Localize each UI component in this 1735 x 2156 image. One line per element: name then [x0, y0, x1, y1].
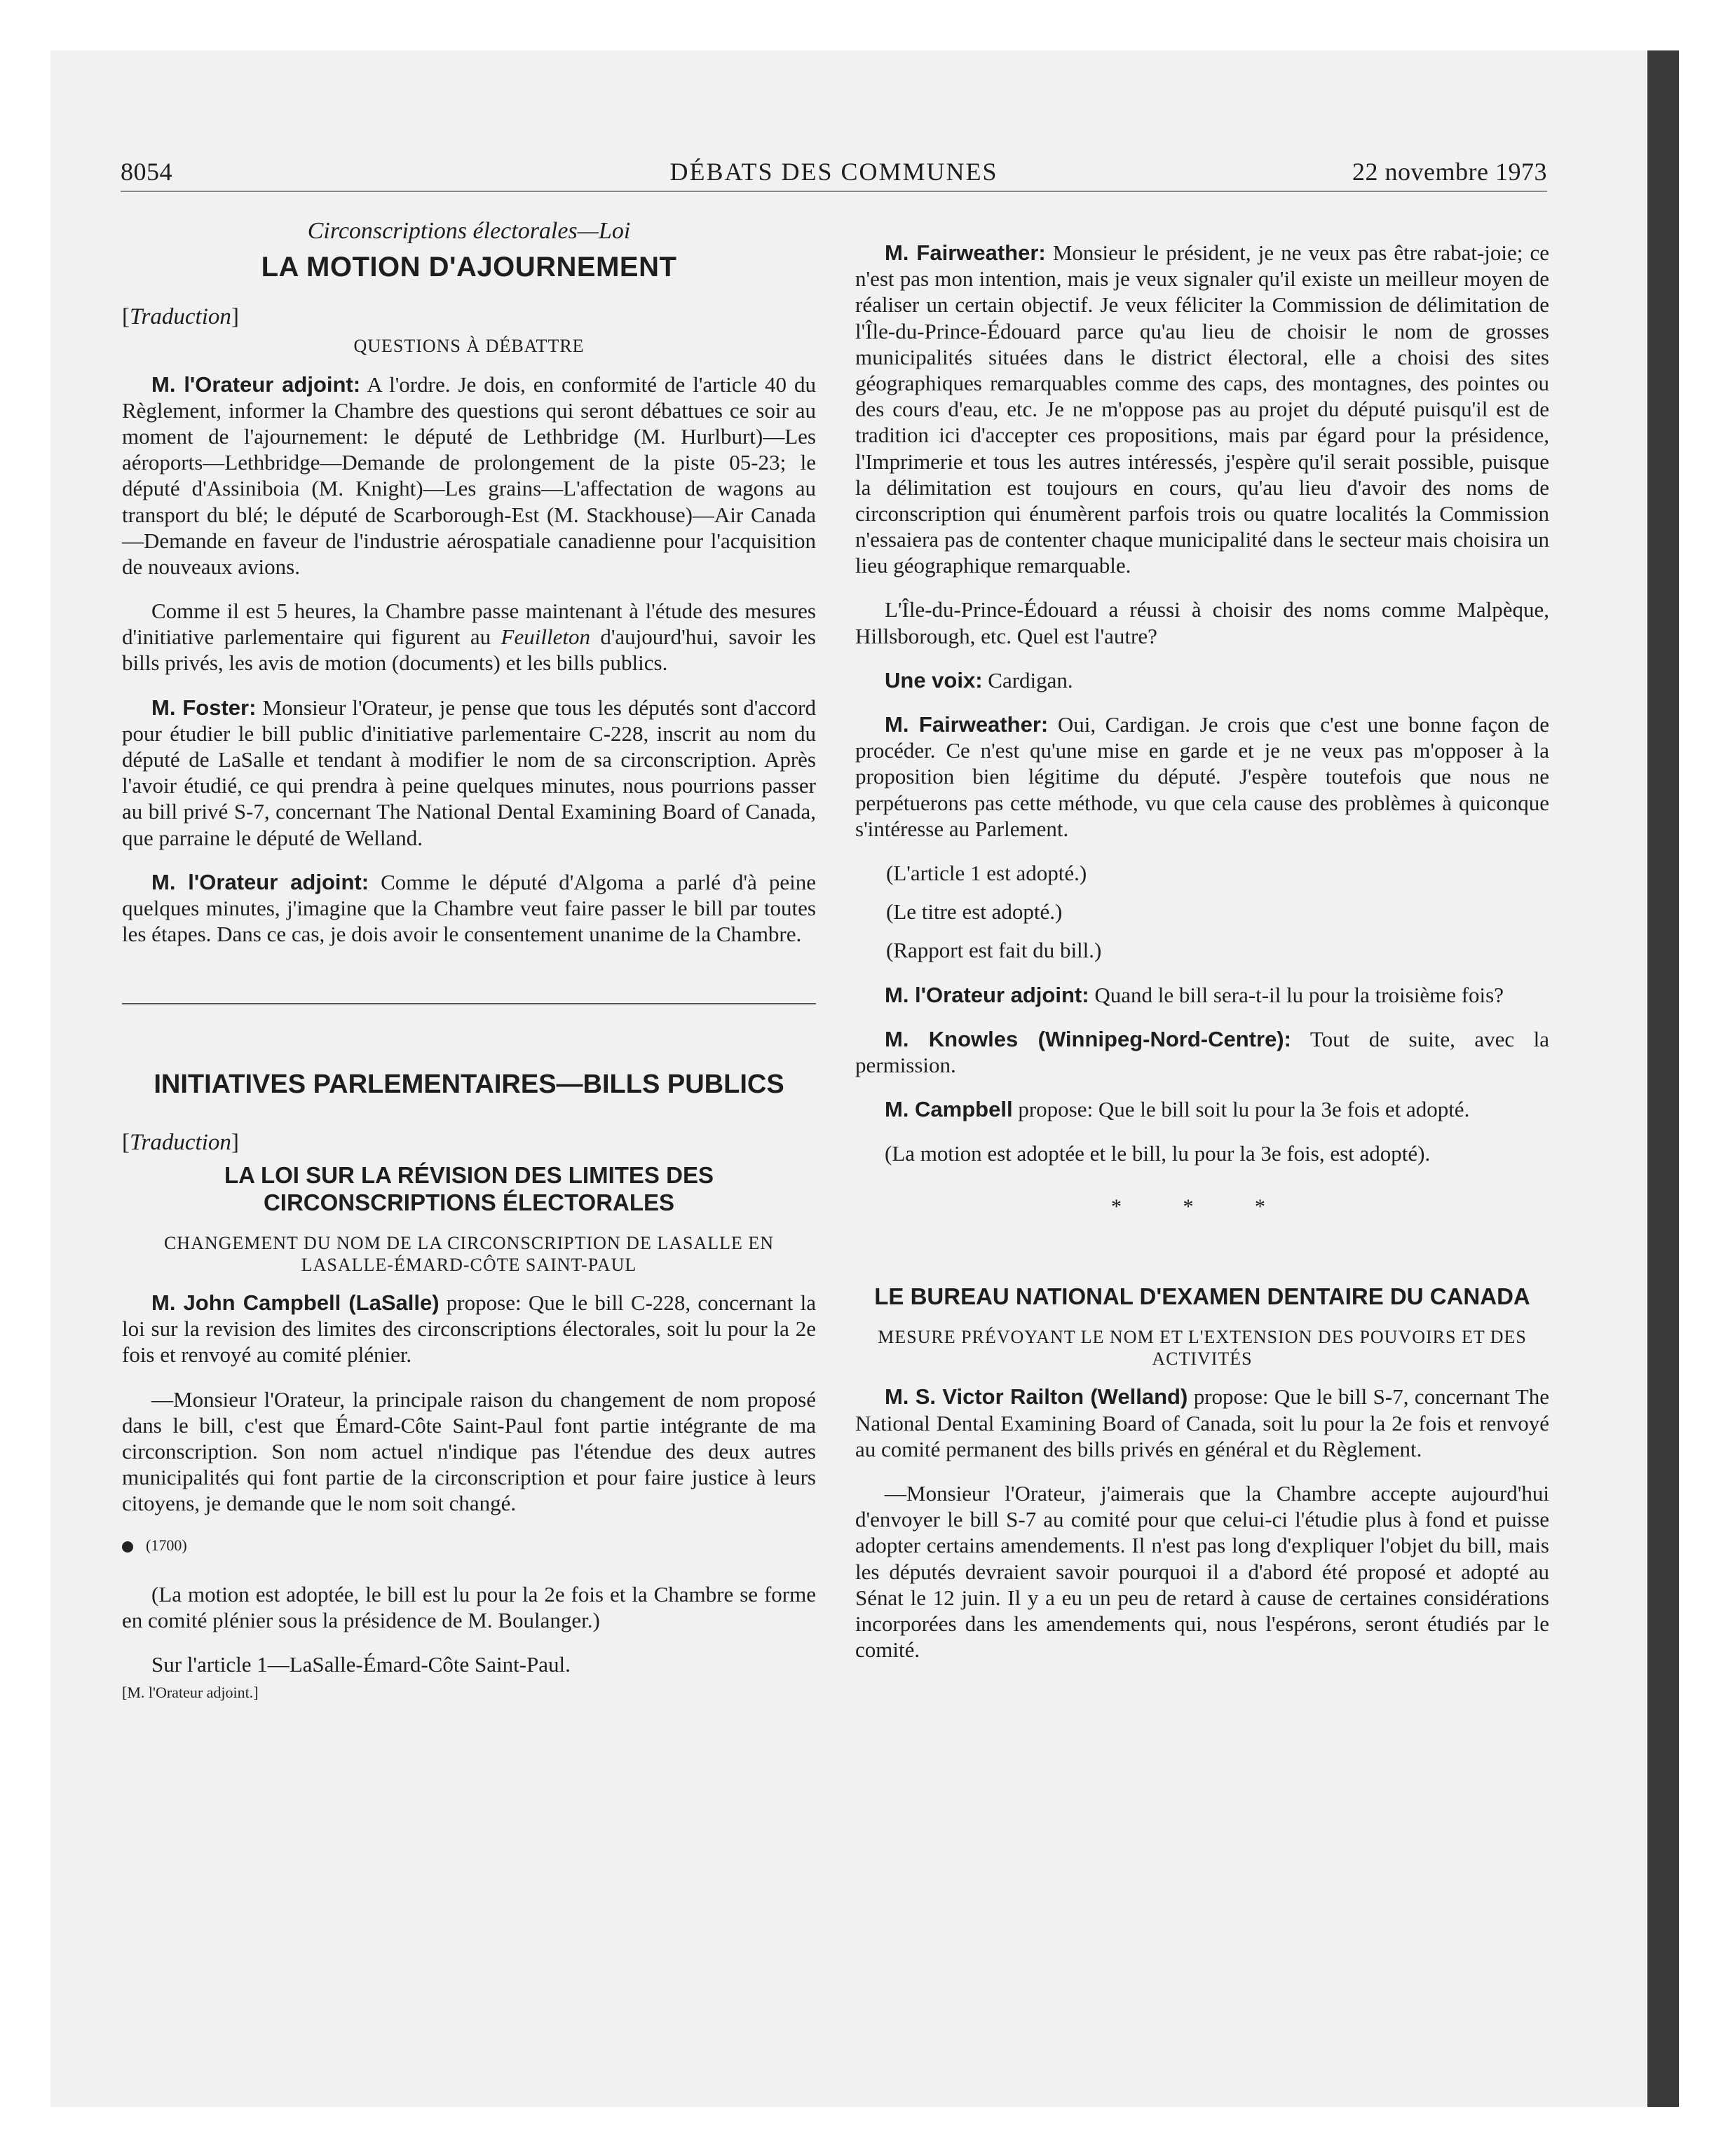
subheading-questions: QUESTIONS À DÉBATTRE — [353, 336, 585, 357]
speaker-name: M. S. Victor Railton (Welland) — [885, 1384, 1188, 1410]
bullet-icon — [122, 1541, 133, 1553]
bill-heading: LE BUREAU NATIONAL D'EXAMEN DENTAIRE DU CANADA — [874, 1283, 1530, 1310]
subject-line: Circonscriptions électorales—Loi — [307, 218, 631, 244]
speaker-name: M. l'Orateur adjoint: — [885, 982, 1089, 1007]
translation-note: [Traduction] — [122, 1129, 239, 1155]
right-column — [855, 240, 1549, 1681]
speaker-name: M. Fairweather: — [885, 240, 1046, 265]
speaker-name: M. l'Orateur adjoint: — [151, 869, 369, 894]
paragraph: (La motion est adoptée et le bill, lu pour la 3e fois, est adopté). — [885, 1141, 1431, 1166]
page-date: 22 novembre 1973 — [1352, 158, 1547, 186]
speaker-name: M. Foster: — [151, 695, 257, 720]
paragraph: M. S. Victor Railton (Welland) propose: Que le bill S-7, concernant The National Dental Examining Board of Canada, soit lu pour la 2e fois et renvoyé au comité permanent des bills privés en général et du Règlement. — [855, 1384, 1549, 1461]
speaker-name: M. l'Orateur adjoint: — [151, 371, 361, 397]
paragraph: M. Fairweather: Oui, Cardigan. Je crois que c'est une bonne façon de procéder. Ce n'est qu'une mise en garde et je ne veux pas m'opposer à la proposition bien légitime du député. J'espère toutefois que nous ne perpétuerons pas cette méthode, vu que cela cause des problèmes à quiconque s'intéresse au Parlement. — [855, 712, 1550, 841]
procedural-note: (Rapport est fait du bill.) — [886, 938, 1102, 963]
paragraph: M. Foster: Monsieur l'Orateur, je pense que tous les députés sont d'accord pour étudier le bill public d'initiative parlementaire C-228, inscrit au nom du député de LaSalle et tendant à modifier le nom de sa circonscription. Après l'avoir étudié, ce qui prendra à peine quelques minutes, nous pourrions passer au bill privé S-7, concernant The National Dental Examining Board of Canada, que parraine le député de Welland. — [122, 695, 816, 850]
paragraph: M. l'Orateur adjoint: Quand le bill sera-t-il lu pour la troisième fois? — [885, 982, 1504, 1007]
time-marker: (1700) — [122, 1536, 816, 1555]
section-heading-adjournment: LA MOTION D'AJOURNEMENT — [261, 251, 677, 282]
procedural-note: (Le titre est adopté.) — [886, 899, 1063, 925]
left-column — [122, 203, 816, 1702]
page-number: 8054 — [121, 158, 172, 186]
paragraph: L'Île-du-Prince-Édouard a réussi à choisir des noms comme Malpèque, Hillsborough, etc. Quel est l'autre? — [855, 597, 1549, 648]
speaker-name: M. Fairweather: — [885, 712, 1049, 737]
speaker-name: M. Campbell — [885, 1097, 1013, 1122]
paragraph: —Monsieur l'Orateur, j'aimerais que la Chambre accepte aujourd'hui d'envoyer le bill S-7 au comité pour que celui-ci l'étudie plus à fond et puisse adopter certains amendements. Il n'est pas long d'expliquer l'objet du bill, mais les députés devraient savoir pourquoi il a d'abord été proposé et adopté au Sénat le 12 juin. Il y a eu un peu de retard à cause de certaines considérations incorporées dans les amendements qui, nous l'espérons, seront étudiés par le comité. — [855, 1480, 1549, 1663]
paragraph: M. Campbell propose: Que le bill soit lu pour la 3e fois et adopté. — [885, 1097, 1470, 1122]
paragraph: M. Knowles (Winnipeg-Nord-Centre): Tout de suite, avec la permission. — [855, 1026, 1549, 1077]
paragraph: Une voix: Cardigan. — [885, 667, 1073, 692]
section-divider — [122, 1003, 816, 1004]
speaker-name: M. John Campbell (LaSalle) — [151, 1290, 440, 1316]
translation-note: [Traduction] — [122, 303, 239, 329]
paragraph: Comme il est 5 heures, la Chambre passe maintenant à l'étude des mesures d'initiative parlementaire qui figurent au Feuilleton d'aujourd'hui, savoir les bills privés, les avis de motion (documents) et les bills publics. — [122, 599, 816, 676]
paragraph: (La motion est adoptée, le bill est lu pour la 2e fois et la Chambre se forme en comité plénier sous la présidence de M. Boulanger.) — [122, 1581, 816, 1633]
paragraph: M. l'Orateur adjoint: Comme le député d'Algoma a parlé d'à peine quelques minutes, j'imagine que la Chambre veut faire passer le bill par toutes les étapes. Dans ce cas, je dois avoir le consentement unanime de la Chambre. — [122, 869, 816, 947]
paragraph: M. l'Orateur adjoint: A l'ordre. Je dois, en conformité de l'article 40 du Règlement, informer la Chambre des questions qui seront débattues ce soir au moment de l'ajournement: le député de Lethbridge (M. Hurlburt)—Les aéroports—Lethbridge—Demande de prolongement de la piste 05-23; le député d'Assiniboia (M. Knight)—Les grains—L'affectation de wagons au transport du blé; le député de Scarborough-Est (M. Stackhouse)—Air Canada—Demande en faveur de l'industrie aérospatiale canadienne pour l'acquisition de nouveaux avions. — [122, 371, 816, 579]
section-heading-private-members: INITIATIVES PARLEMENTAIRES—BILLS PUBLICS — [154, 1070, 784, 1100]
scan-edge-bar — [1647, 50, 1679, 2107]
paragraph: Sur l'article 1—LaSalle-Émard-Côte Saint-Paul. — [151, 1652, 571, 1677]
paragraph: —Monsieur l'Orateur, la principale raison du changement de nom proposé dans le bill, c'est que Émard-Côte Saint-Paul font partie intégrante de ma circonscription. Son nom actuel n'indique pas l'étendue des deux autres municipalités qui font partie de la circonscription et pour faire justice à leurs citoyens, je demande que le nom soit changé. — [122, 1386, 816, 1516]
page-header — [121, 154, 1547, 192]
continuation-note: [M. l'Orateur adjoint.] — [122, 1683, 259, 1701]
speaker-name: M. Knowles (Winnipeg-Nord-Centre): — [885, 1026, 1291, 1051]
paragraph: M. John Campbell (LaSalle) propose: Que le bill C-228, concernant la loi sur la revision des limites des circonscriptions électorales, soit lu pour la 2e fois et renvoyé au comité plénier. — [122, 1290, 817, 1367]
procedural-note: (L'article 1 est adopté.) — [886, 860, 1087, 885]
paragraph: M. Fairweather: Monsieur le président, je ne veux pas être rabat-joie; ce n'est pas mon intention, mais je veux signaler qu'il existe un meilleur moyen de réaliser un certain objectif. Je veux féliciter la Commission de délimitation de l'Île-du-Prince-Édouard parce qu'au lieu de choisir le nom de grosses municipalités situées dans le district électoral, elle a choisi des sites géographiques remarquables comme des caps, des montagnes, des pointes ou des cours d'eau, etc. Je ne m'oppose pas au projet du député puisqu'il est de tradition ici d'accepter ces propositions, mais par égard pour la présidence, l'Imprimerie et tous les autres intéressés, j'espère qu'il serait possible, puisque la délimitation est toujours en cours, qu'au lieu d'avoir des noms de circonscription qui énumèrent parfois trois ou quatre localités la Commission n'essaiera pas de contenter chaque municipalité dans le secteur mais choisira un lieu géographique remarquable. — [855, 240, 1549, 578]
bill-subheading: MESURE PRÉVOYANT LE NOM ET L'EXTENSION DES POUVOIRS ET DES ACTIVITÉS — [878, 1327, 1527, 1370]
section-separator: * * * — [1111, 1195, 1293, 1219]
speaker-name: Une voix: — [885, 667, 983, 692]
bill-heading: LA LOI SUR LA RÉVISION DES LIMITES DES CIRCONSCRIPTIONS ÉLECTORALES — [224, 1161, 714, 1216]
bill-subheading: CHANGEMENT DU NOM DE LA CIRCONSCRIPTION DE LASALLE EN LASALLE-ÉMARD-CÔTE SAINT-PAUL — [163, 1232, 775, 1275]
publication-title: DÉBATS DES COMMUNES — [669, 158, 998, 186]
